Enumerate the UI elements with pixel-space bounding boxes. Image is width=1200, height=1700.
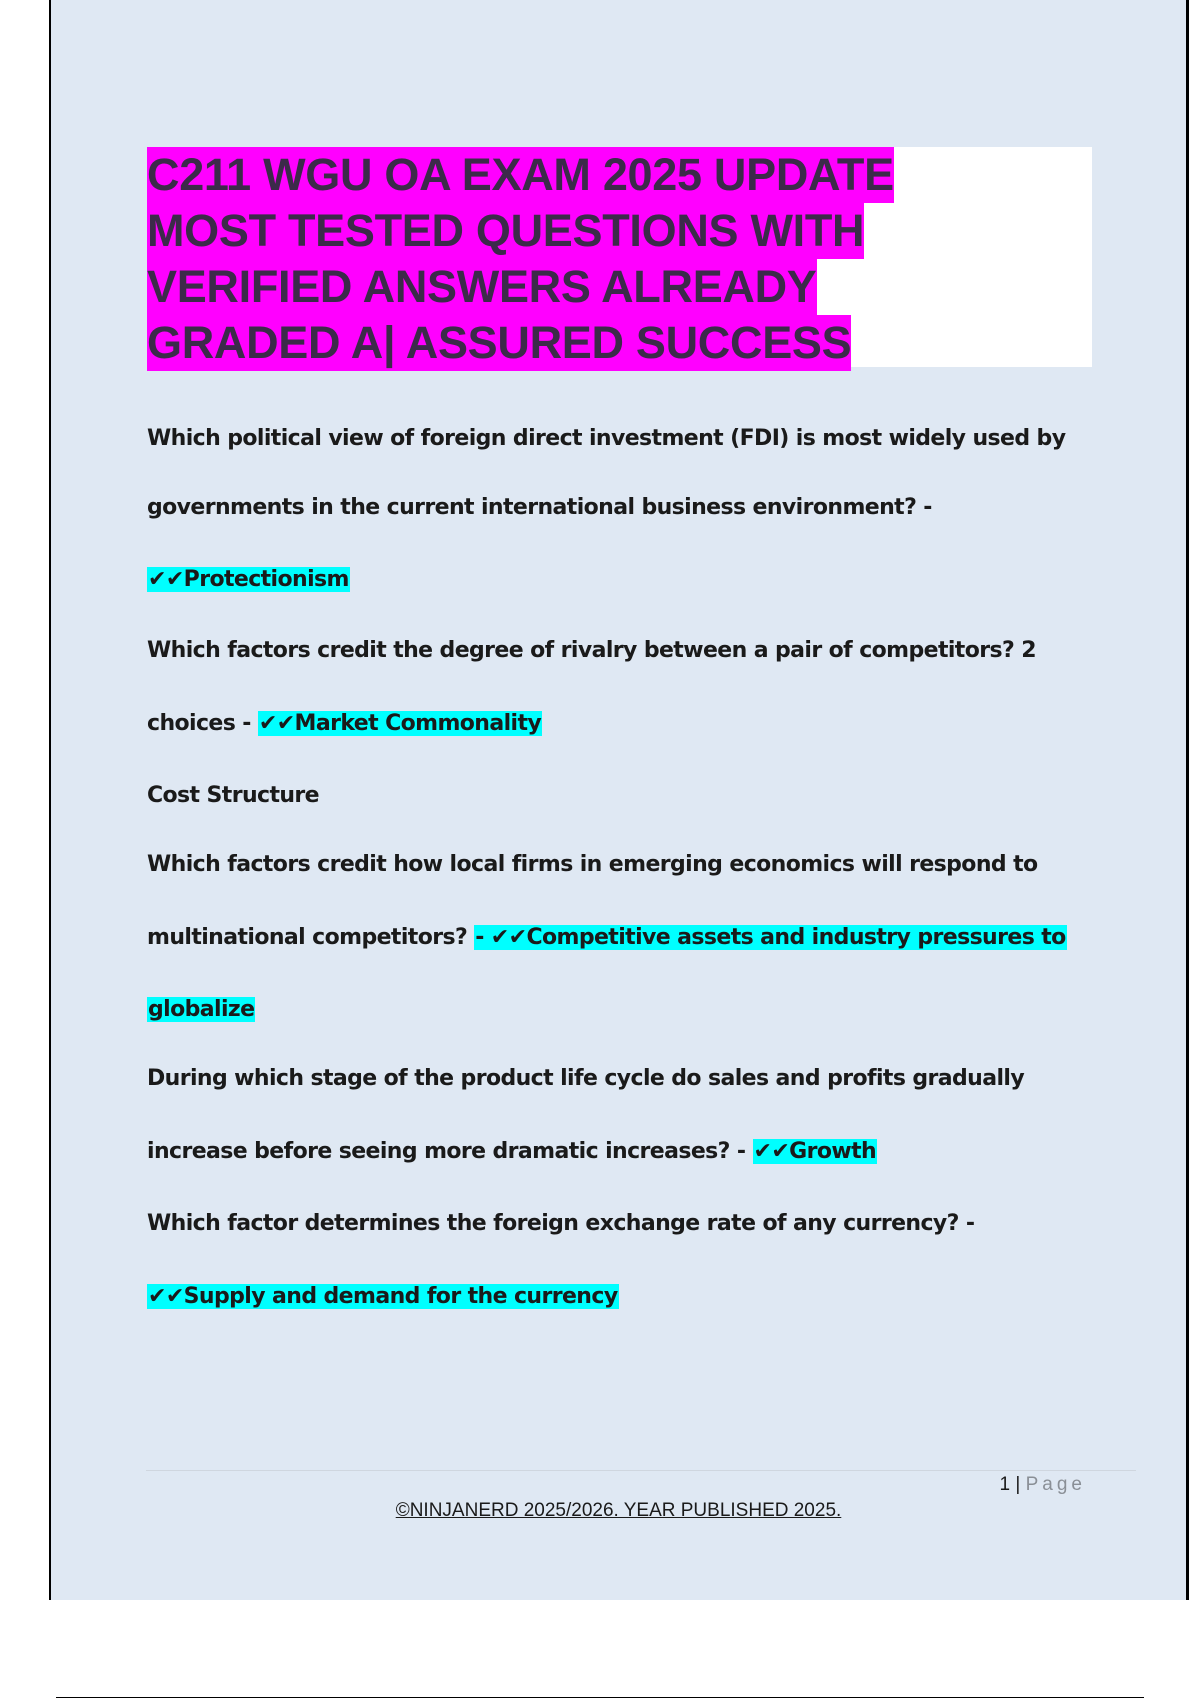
question-4-line-1 bbox=[147, 1060, 1024, 1098]
question-text: Which factors credit how local firms in emerging economics will respond to bbox=[147, 852, 1038, 877]
question-text: choices - bbox=[147, 711, 258, 736]
answer-highlight: ✔✔Supply and demand for the currency bbox=[148, 1284, 618, 1309]
question-4-line-2 bbox=[147, 1133, 877, 1171]
question-text: Which political view of foreign direct investment (FDI) is most widely used by bbox=[147, 426, 1066, 451]
answer-text: Cost Structure bbox=[147, 783, 319, 808]
title-line-2: MOST TESTED QUESTIONS WITH bbox=[147, 203, 864, 259]
question-text: Which factors credit the degree of rivalry between a pair of competitors? 2 bbox=[147, 638, 1036, 663]
answer-1 bbox=[147, 561, 350, 599]
question-text: governments in the current international business environment? - bbox=[147, 495, 932, 520]
copyright-footer: ©NINJANERD 2025/2026. YEAR PUBLISHED 2025. bbox=[395, 1500, 842, 1521]
question-text: multinational competitors? bbox=[147, 925, 475, 950]
answer-highlight: - ✔✔Competitive assets and industry pressures to bbox=[475, 925, 1066, 950]
page-number bbox=[1000, 1474, 1086, 1496]
answer-3-line-2 bbox=[147, 991, 255, 1029]
question-3-line-2 bbox=[147, 919, 1067, 957]
question-text: During which stage of the product life cycle do sales and profits gradually bbox=[147, 1066, 1025, 1091]
page-word: Page bbox=[1025, 1474, 1086, 1495]
footer-divider bbox=[146, 1470, 1136, 1471]
document-page bbox=[49, 0, 1189, 1600]
page-separator: | bbox=[1010, 1474, 1026, 1495]
answer-highlight: ✔✔Growth bbox=[753, 1139, 877, 1164]
question-1-line-1 bbox=[147, 420, 1065, 458]
question-5-line-1 bbox=[147, 1205, 974, 1243]
answer-highlight: ✔✔Market Commonality bbox=[258, 711, 542, 736]
answer-highlight: globalize bbox=[148, 997, 255, 1022]
question-3-line-1 bbox=[147, 846, 1038, 884]
answer-2-extra bbox=[147, 777, 319, 815]
title-block bbox=[147, 147, 1092, 367]
question-2-line-1 bbox=[147, 632, 1036, 670]
question-2-line-2 bbox=[147, 705, 542, 743]
title-line-1: C211 WGU OA EXAM 2025 UPDATE bbox=[147, 147, 894, 203]
question-1-line-2 bbox=[147, 489, 932, 527]
bottom-rule bbox=[56, 1697, 1144, 1698]
page-number-value: 1 bbox=[999, 1474, 1011, 1495]
title-line-3: VERIFIED ANSWERS ALREADY bbox=[147, 259, 817, 315]
answer-5 bbox=[147, 1278, 619, 1316]
answer-highlight: ✔✔Protectionism bbox=[148, 567, 349, 592]
question-text: increase before seeing more dramatic increases? - bbox=[147, 1139, 753, 1164]
title-line-4: GRADED A| ASSURED SUCCESS bbox=[147, 315, 851, 371]
question-text: Which factor determines the foreign exchange rate of any currency? - bbox=[147, 1211, 975, 1236]
